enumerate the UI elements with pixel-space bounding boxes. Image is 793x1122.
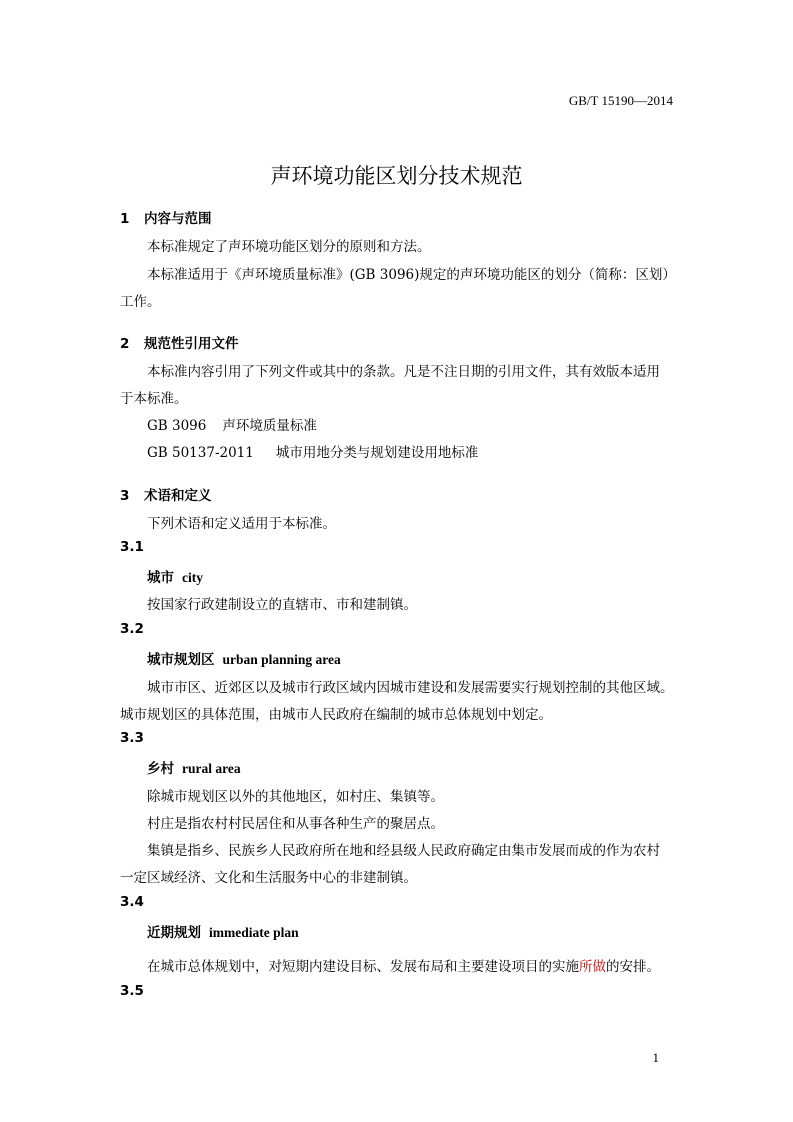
- term-en: city: [182, 570, 203, 585]
- term-en: immediate plan: [209, 925, 299, 940]
- term-en: rural area: [182, 761, 241, 776]
- paragraph: 本标准内容引用了下列文件或其中的条款。凡是不注日期的引用文件，其有效版本适用: [147, 364, 660, 380]
- section-number: 1: [120, 211, 130, 227]
- term-title: [147, 757, 241, 777]
- term-definition-continuation: 一定区域经济、文化和生活服务中心的非建制镇。: [120, 870, 417, 886]
- section-1-heading: [120, 207, 212, 227]
- section-title: 术语和定义: [144, 488, 212, 504]
- highlighted-text: 所做: [579, 959, 606, 975]
- section-2-heading: [120, 332, 239, 352]
- reference-code: GB 3096: [147, 418, 207, 434]
- definition-text: 的安排。: [606, 959, 660, 975]
- paragraph: 本标准规定了声环境功能区划分的原则和方法。: [147, 239, 431, 255]
- section-number: 2: [120, 336, 130, 352]
- reference-name: 城市用地分类与规划建设用地标准: [275, 445, 479, 461]
- term-definition: 城市市区、近郊区以及城市行政区域内因城市建设和发展需要实行规划控制的其他区域。: [147, 680, 674, 696]
- reference-code: GB 50137-2011: [147, 445, 254, 461]
- term-number: 3.2: [120, 621, 144, 637]
- term-number: 3.5: [120, 983, 144, 999]
- term-title: [147, 648, 341, 668]
- document-title: 声环境功能区划分技术规范: [270, 164, 523, 188]
- term-zh: 乡村: [147, 761, 174, 777]
- paragraph: 本标准适用于《声环境质量标准》(GB 3096)规定的声环境功能区的划分（简称：区划）: [147, 267, 676, 283]
- term-definition: 按国家行政建制设立的直辖市、市和建制镇。: [147, 597, 417, 613]
- term-number: 3.4: [120, 894, 144, 910]
- section-3-heading: [120, 484, 212, 504]
- term-zh: 城市: [147, 570, 174, 586]
- term-definition: 村庄是指农村村民居住和从事各种生产的聚居点。: [147, 816, 444, 832]
- term-number: 3.1: [120, 539, 144, 555]
- paragraph-continuation: 工作。: [120, 294, 161, 310]
- reference-item: [147, 441, 478, 461]
- term-title: [147, 921, 299, 941]
- term-number: 3.3: [120, 730, 144, 746]
- reference-name: 声环境质量标准: [222, 418, 317, 434]
- term-zh: 城市规划区: [147, 652, 215, 668]
- term-zh: 近期规划: [147, 925, 201, 941]
- section-title: 内容与范围: [144, 211, 212, 227]
- term-definition: [147, 955, 660, 975]
- term-definition: 除城市规划区以外的其他地区，如村庄、集镇等。: [147, 789, 444, 805]
- term-definition: 集镇是指乡、民族乡人民政府所在地和经县级人民政府确定由集市发展而成的作为农村: [147, 843, 660, 859]
- paragraph-continuation: 于本标准。: [120, 391, 188, 407]
- section-title: 规范性引用文件: [144, 336, 239, 352]
- section-number: 3: [120, 488, 130, 504]
- term-title: [147, 566, 203, 586]
- page-number: 1: [652, 1050, 659, 1065]
- standard-code: GB/T 15190—2014: [568, 93, 673, 108]
- paragraph: 下列术语和定义适用于本标准。: [147, 516, 336, 532]
- term-en: urban planning area: [222, 652, 341, 667]
- reference-item: [147, 414, 317, 434]
- term-definition-continuation: 城市规划区的具体范围，由城市人民政府在编制的城市总体规划中划定。: [120, 707, 552, 723]
- definition-text: 在城市总体规划中，对短期内建设目标、发展布局和主要建设项目的实施: [147, 959, 579, 975]
